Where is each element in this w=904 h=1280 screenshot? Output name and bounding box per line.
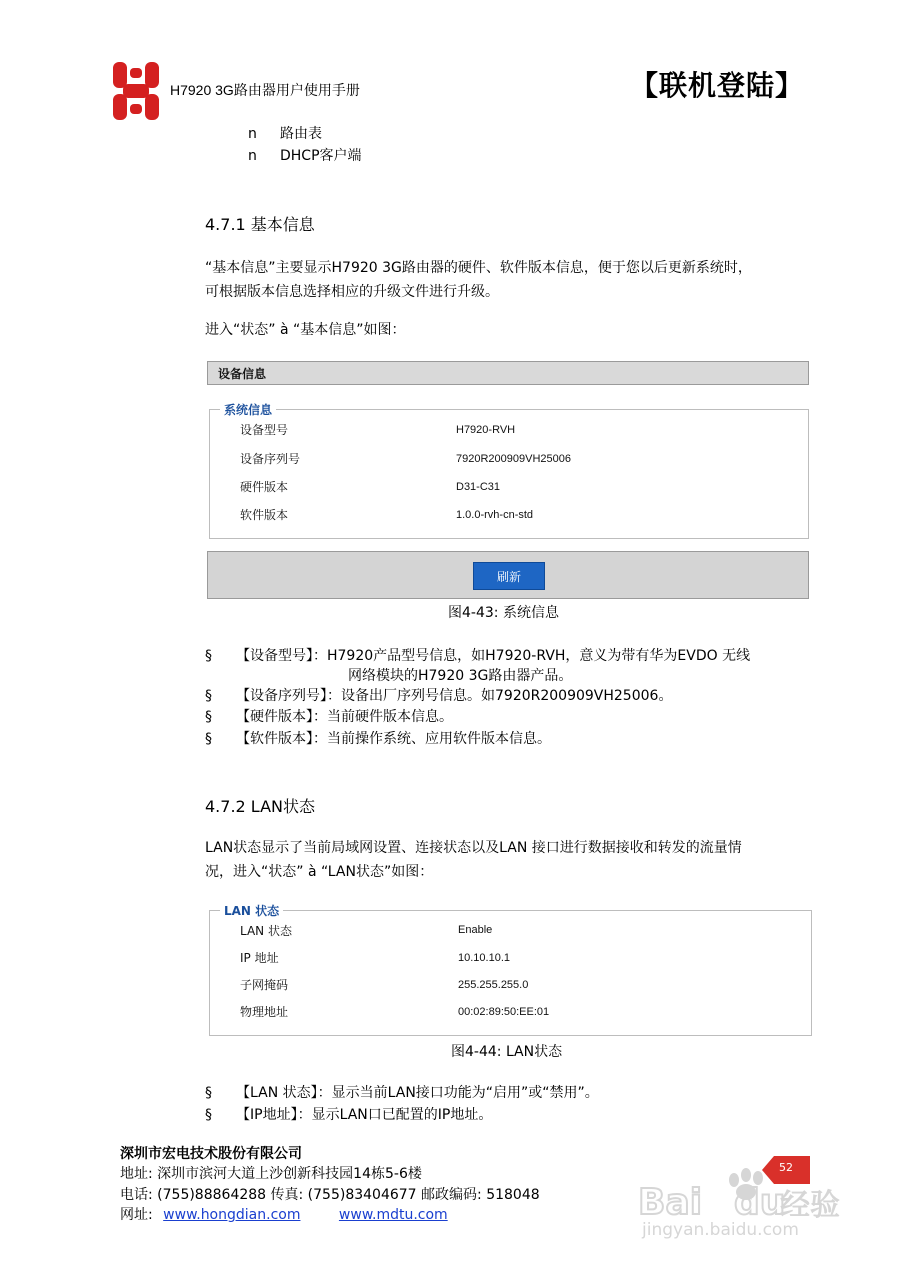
- list-item: 【硬件版本】：当前硬件版本信息。: [236, 709, 453, 725]
- list-item: 【LAN 状态】：显示当前LAN接口功能为“启用”或“禁用”。: [236, 1085, 599, 1101]
- field-value: 00:02:89:50:EE:01: [458, 1006, 550, 1018]
- figure-caption: 图4-43: 系统信息: [448, 605, 559, 621]
- section-heading: 4.7.1 基本信息: [205, 215, 315, 234]
- device-info-bar: [207, 361, 809, 385]
- bullet-marker: §: [205, 688, 212, 704]
- field-label: 设备序列号: [240, 452, 301, 466]
- list-item: 【软件版本】：当前操作系统、应用软件版本信息。: [236, 731, 551, 747]
- footer-company: 深圳市宏电技术股份有限公司: [120, 1146, 302, 1162]
- watermark-url: jingyan.baidu.com: [642, 1220, 799, 1240]
- lan-status-group: [209, 904, 812, 1036]
- bullet-marker: §: [205, 1107, 212, 1123]
- field-value: 10.10.10.1: [458, 952, 510, 964]
- field-value: 255.255.255.0: [458, 979, 529, 991]
- section-heading: 4.7.2 LAN状态: [205, 797, 315, 816]
- system-info-group: [209, 403, 809, 539]
- list-item: 【设备型号】：H7920产品型号信息，如H7920-RVH，意义为带有华为EVDO 无线: [236, 648, 751, 664]
- field-value: D31-C31: [456, 481, 501, 493]
- field-value: H7920-RVH: [456, 424, 516, 436]
- section-title: 【联机登陆】: [630, 69, 805, 102]
- field-label: 软件版本: [240, 508, 289, 522]
- system-info-legend: 系统信息: [220, 401, 276, 418]
- paragraph-line: 可根据版本信息选择相应的升级文件进行升级。: [205, 284, 499, 300]
- bullet-marker: §: [205, 1085, 212, 1101]
- watermark: Bai du 经验 jingyan.baidu.com: [628, 1162, 878, 1270]
- list-item: 【设备序列号】：设备出厂序列号信息。如7920R200909VH25006。: [236, 688, 673, 704]
- footer-phone: 电话: (755)88864288 传真: (755)83404677 邮政编码: 518048: [120, 1187, 540, 1203]
- list-item: DHCP客户端: [280, 148, 362, 164]
- device-info-title: 设备信息: [218, 367, 267, 381]
- field-value: 1.0.0-rvh-cn-std: [456, 509, 534, 521]
- footer-web: [120, 1204, 448, 1224]
- bullet-marker: §: [205, 709, 212, 725]
- paragraph-line: “基本信息”主要显示H7920 3G路由器的硬件、软件版本信息，便于您以后更新系统时，: [205, 260, 752, 276]
- list-item: 路由表: [280, 126, 322, 142]
- bullet-marker: n: [248, 126, 257, 142]
- footer-address: 地址: 深圳市滨河大道上沙创新科技园14栋5-6楼: [120, 1166, 422, 1182]
- bullet-marker: n: [248, 148, 257, 164]
- manual-title: H7920 3G路由器用户使用手册: [170, 82, 360, 98]
- bullet-marker: §: [205, 731, 212, 747]
- field-label: IP 地址: [240, 951, 279, 965]
- field-label: 硬件版本: [240, 480, 289, 494]
- field-value: 7920R200909VH25006: [456, 453, 571, 465]
- page-number: 52: [779, 1161, 793, 1174]
- svg-text:du: du: [734, 1182, 786, 1223]
- field-label: 设备型号: [240, 423, 289, 437]
- svg-text:Bai: Bai: [638, 1182, 703, 1223]
- field-label: 物理地址: [240, 1005, 289, 1019]
- watermark-logo: [628, 1162, 878, 1270]
- list-item: 【IP地址】：显示LAN口已配置的IP地址。: [236, 1107, 493, 1123]
- field-label: 子网掩码: [240, 978, 289, 992]
- nav-instruction: 进入“状态” à “基本信息”如图：: [205, 322, 406, 338]
- refresh-button[interactable]: 刷新: [473, 562, 545, 590]
- footer-web-label: 网址:: [120, 1207, 153, 1223]
- company-logo: [113, 62, 159, 120]
- button-bar: [207, 551, 809, 599]
- website-link[interactable]: www.hongdian.com: [163, 1207, 301, 1223]
- field-value: Enable: [458, 924, 493, 936]
- list-item-continuation: 网络模块的H7920 3G路由器产品。: [348, 668, 573, 684]
- field-label: LAN 状态: [240, 924, 292, 938]
- bullet-marker: §: [205, 648, 212, 664]
- lan-status-legend: LAN 状态: [220, 902, 283, 919]
- website-link[interactable]: www.mdtu.com: [338, 1207, 448, 1223]
- paragraph-line: LAN状态显示了当前局域网设置、连接状态以及LAN 接口进行数据接收和转发的流量情: [205, 840, 742, 856]
- paragraph-line: 况，进入“状态” à “LAN状态”如图：: [205, 864, 434, 880]
- figure-caption: 图4-44: LAN状态: [451, 1044, 563, 1060]
